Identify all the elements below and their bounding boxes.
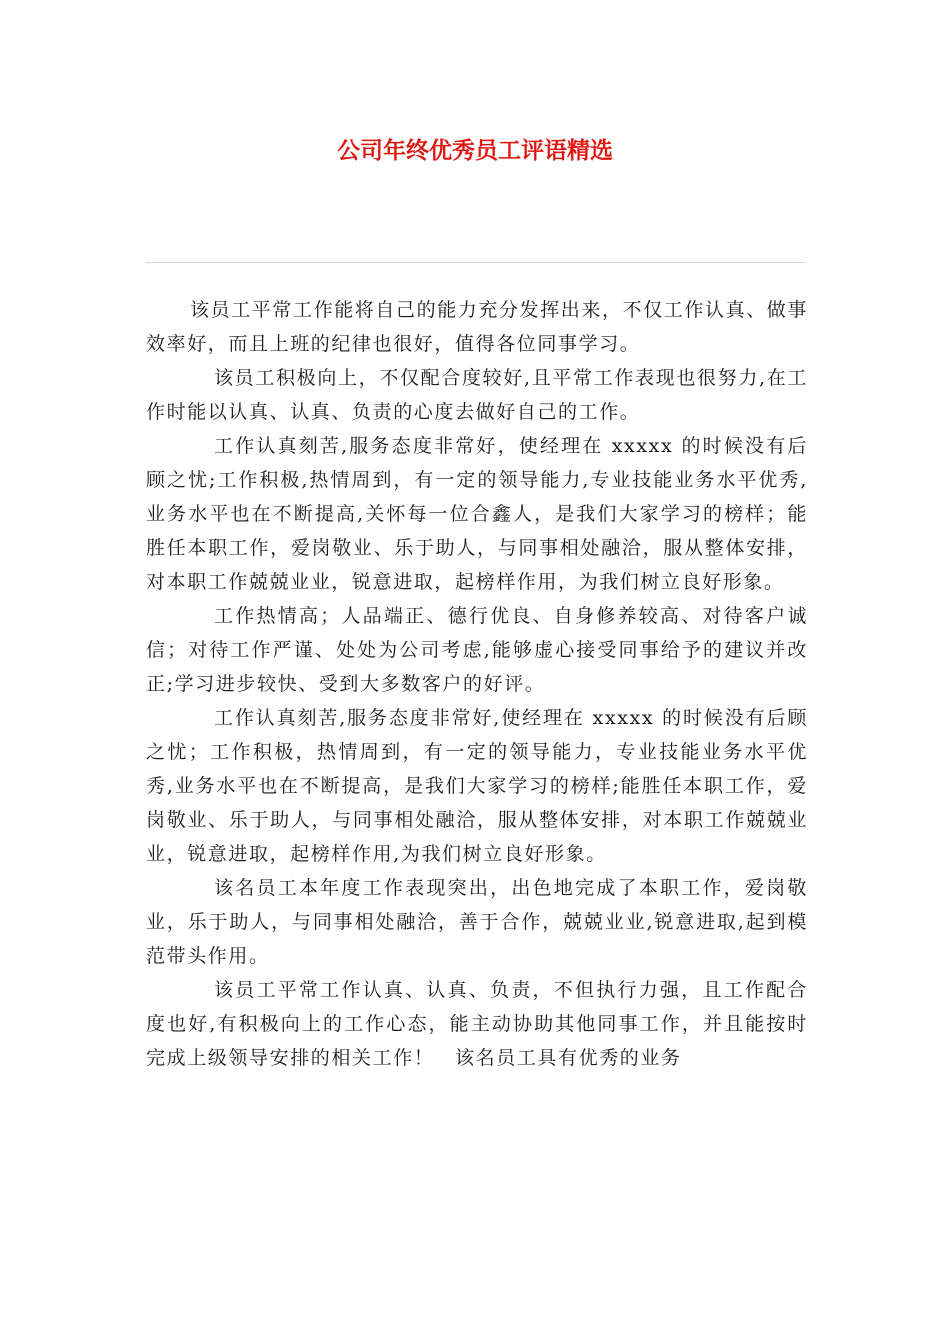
document-body <box>146 293 808 1075</box>
paragraph-1: 该员工平常工作能将自己的能力充分发挥出来，不仅工作认真、做事效率好，而且上班的纪律也很好，值得各位同事学习。 <box>146 299 809 355</box>
paragraph-2: 该员工积极向上，不仅配合度较好,且平常工作表现也很努力,在工作时能以认真、认真、负责的心度去做好自己的工作。 <box>146 367 808 423</box>
document-title: 公司年终优秀员工评语精选 <box>337 138 613 164</box>
paragraph-5: 工作认真刻苦,服务态度非常好,使经理在 xxxxx 的时候没有后顾之忧；工作积极，热情周到，有一定的领导能力，专业技能业务水平优秀,业务水平也在不断提高，是我们大家学习的榜样;能胜任本职工作，爱岗敬业、乐于助人，与同事相处融洽，服从整体安排，对本职工作兢兢业业，锐意进取，起榜样作用,为我们树立良好形象。 <box>146 707 808 865</box>
paragraph-7: 该员工平常工作认真、认真、负责，不但执行力强，且工作配合度也好,有积极向上的工作心态，能主动协助其他同事工作，并且能按时完成上级领导安排的相关工作！ 该名员工具有优秀的业务 <box>146 979 808 1069</box>
paragraph-4: 工作热情高；人品端正、德行优良、自身修养较高、对待客户诚信；对待工作严谨、处处为公司考虑,能够虚心接受同事给予的建议并改正;学习进步较快、受到大多数客户的好评。 <box>146 605 808 695</box>
paragraph-6: 该名员工本年度工作表现突出，出色地完成了本职工作，爱岗敬业，乐于助人，与同事相处融洽，善于合作，兢兢业业,锐意进取,起到模范带头作用。 <box>146 877 808 967</box>
title-divider <box>145 262 806 263</box>
paragraph-3: 工作认真刻苦,服务态度非常好，使经理在 xxxxx 的时候没有后顾之忧;工作积极,热情周到，有一定的领导能力,专业技能业务水平优秀,业务水平也在不断提高,关怀每一位合鑫人，是我们大家学习的榜样；能胜任本职工作，爱岗敬业、乐于助人，与同事相处融洽，服从整体安排，对本职工作兢兢业业，锐意进取，起榜样作用，为我们树立良好形象。 <box>146 435 808 593</box>
